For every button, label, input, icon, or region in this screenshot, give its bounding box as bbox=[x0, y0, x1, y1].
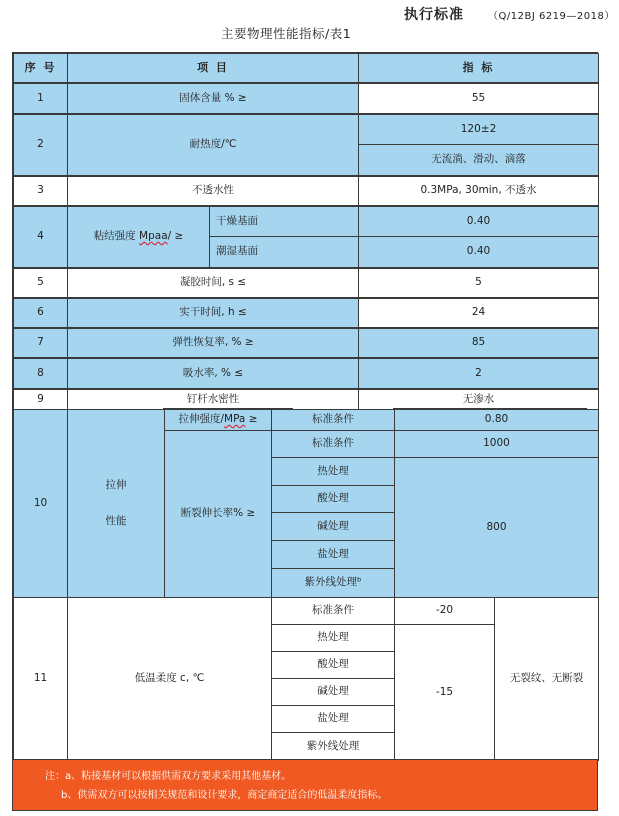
row-7-item: 弹性恢复率, % ≥ bbox=[67, 328, 359, 358]
row-8-no: 8 bbox=[13, 358, 68, 389]
row-11-treatment-uv: 紫外线处理 bbox=[271, 732, 395, 761]
note-line-1: 注：a、粘接基材可以根据供需双方要求采用其他基材。 bbox=[45, 771, 292, 782]
row-11-standard-condition: 标准条件 bbox=[271, 597, 395, 625]
row-10-treatment-uv: 紫外线处理ᵇ bbox=[271, 568, 395, 598]
row-1-value: 55 bbox=[358, 83, 599, 114]
row-10-elongation-value: 1000 bbox=[394, 430, 599, 458]
row-10-group bbox=[67, 409, 165, 598]
header-no: 序 号 bbox=[13, 53, 68, 83]
row-4-value-wet: 0.40 bbox=[358, 236, 599, 268]
row-5-no: 5 bbox=[13, 268, 68, 298]
row-5-value: 5 bbox=[358, 268, 599, 298]
row-10-tensile-condition: 标准条件 bbox=[271, 409, 395, 431]
row-10-treatment-acid: 酸处理 bbox=[271, 485, 395, 513]
row-10-treatment-heat: 热处理 bbox=[271, 457, 395, 486]
row-6-item: 实干时间, h ≤ bbox=[67, 298, 359, 328]
row-10-tensile-unit: MPa bbox=[224, 413, 246, 426]
row-3-no: 3 bbox=[13, 176, 68, 206]
table-notes bbox=[12, 759, 598, 811]
standard-code: （Q/12BJ 6219—2018） bbox=[488, 11, 615, 22]
row-6-no: 6 bbox=[13, 298, 68, 328]
row-9-value: 无渗水 bbox=[358, 389, 599, 410]
row-10-treatment-salt: 盐处理 bbox=[271, 540, 395, 569]
header-item: 项 目 bbox=[67, 53, 359, 83]
row-10-group-line1: 拉伸 bbox=[105, 478, 127, 491]
row-10-no: 10 bbox=[13, 409, 68, 598]
row-2-value-a: 120±2 bbox=[358, 114, 599, 145]
row-10-treatment-alkali: 碱处理 bbox=[271, 512, 395, 541]
row-4-value-dry: 0.40 bbox=[358, 206, 599, 237]
row-10-elongation-condition: 标准条件 bbox=[271, 430, 395, 458]
row-4-sub-dry: 干燥基面 bbox=[209, 206, 359, 237]
row-4-no: 4 bbox=[13, 206, 68, 268]
row-2-item: 耐热度/℃ bbox=[67, 114, 359, 176]
row-4-item bbox=[67, 206, 210, 268]
row-10-tensile-label bbox=[164, 409, 272, 431]
row-11-item: 低温柔度 c, ℃ bbox=[67, 597, 272, 761]
row-4-item-unit: Mpaa bbox=[139, 230, 168, 243]
row-11-no: 11 bbox=[13, 597, 68, 761]
note-line-2: b、供需双方可以按相关规范和设计要求，商定商定适合的低温柔度指标。 bbox=[61, 790, 388, 801]
row-2-no: 2 bbox=[13, 114, 68, 176]
row-8-value: 2 bbox=[358, 358, 599, 389]
row-8-item: 吸水率, % ≤ bbox=[67, 358, 359, 389]
row-11-standard-value: -20 bbox=[394, 597, 495, 625]
row-11-treatment-salt: 盐处理 bbox=[271, 705, 395, 733]
row-10-group-line2: 性能 bbox=[105, 514, 127, 527]
row-4-item-suffix: / ≥ bbox=[167, 230, 184, 243]
properties-table bbox=[12, 52, 598, 811]
row-11-treatment-value: -15 bbox=[394, 624, 495, 761]
row-2-value-b: 无流淌、滑动、滴落 bbox=[358, 144, 599, 176]
row-3-item: 不透水性 bbox=[67, 176, 359, 206]
header-value: 指 标 bbox=[358, 53, 599, 83]
standard-label: 执行标准 bbox=[404, 7, 464, 23]
row-3-value: 0.3MPa, 30min, 不透水 bbox=[358, 176, 599, 206]
row-1-no: 1 bbox=[13, 83, 68, 114]
row-11-treatment-heat: 热处理 bbox=[271, 624, 395, 652]
row-9-no: 9 bbox=[13, 389, 68, 410]
row-11-treatment-acid: 酸处理 bbox=[271, 651, 395, 679]
row-10-elongation-label: 断裂伸长率% ≥ bbox=[164, 430, 272, 598]
table-title: 主要物理性能指标/表1 bbox=[221, 26, 352, 41]
row-10-tensile-prefix: 拉伸强度/ bbox=[178, 413, 225, 426]
row-1-item: 固体含量 % ≥ bbox=[67, 83, 359, 114]
row-4-item-prefix: 粘结强度 bbox=[93, 230, 136, 243]
row-4-sub-wet: 潮湿基面 bbox=[209, 236, 359, 268]
row-7-value: 85 bbox=[358, 328, 599, 358]
row-10-tensile-value: 0.80 bbox=[394, 409, 599, 431]
row-5-item: 凝胶时间, s ≤ bbox=[67, 268, 359, 298]
row-9-item: 钉杆水密性 bbox=[67, 389, 359, 410]
row-7-no: 7 bbox=[13, 328, 68, 358]
row-11-treatment-alkali: 碱处理 bbox=[271, 678, 395, 706]
row-10-tensile-suffix: ≥ bbox=[248, 413, 258, 426]
row-6-value: 24 bbox=[358, 298, 599, 328]
row-10-treatment-value: 800 bbox=[394, 457, 599, 598]
row-11-result: 无裂纹、无断裂 bbox=[494, 597, 599, 761]
